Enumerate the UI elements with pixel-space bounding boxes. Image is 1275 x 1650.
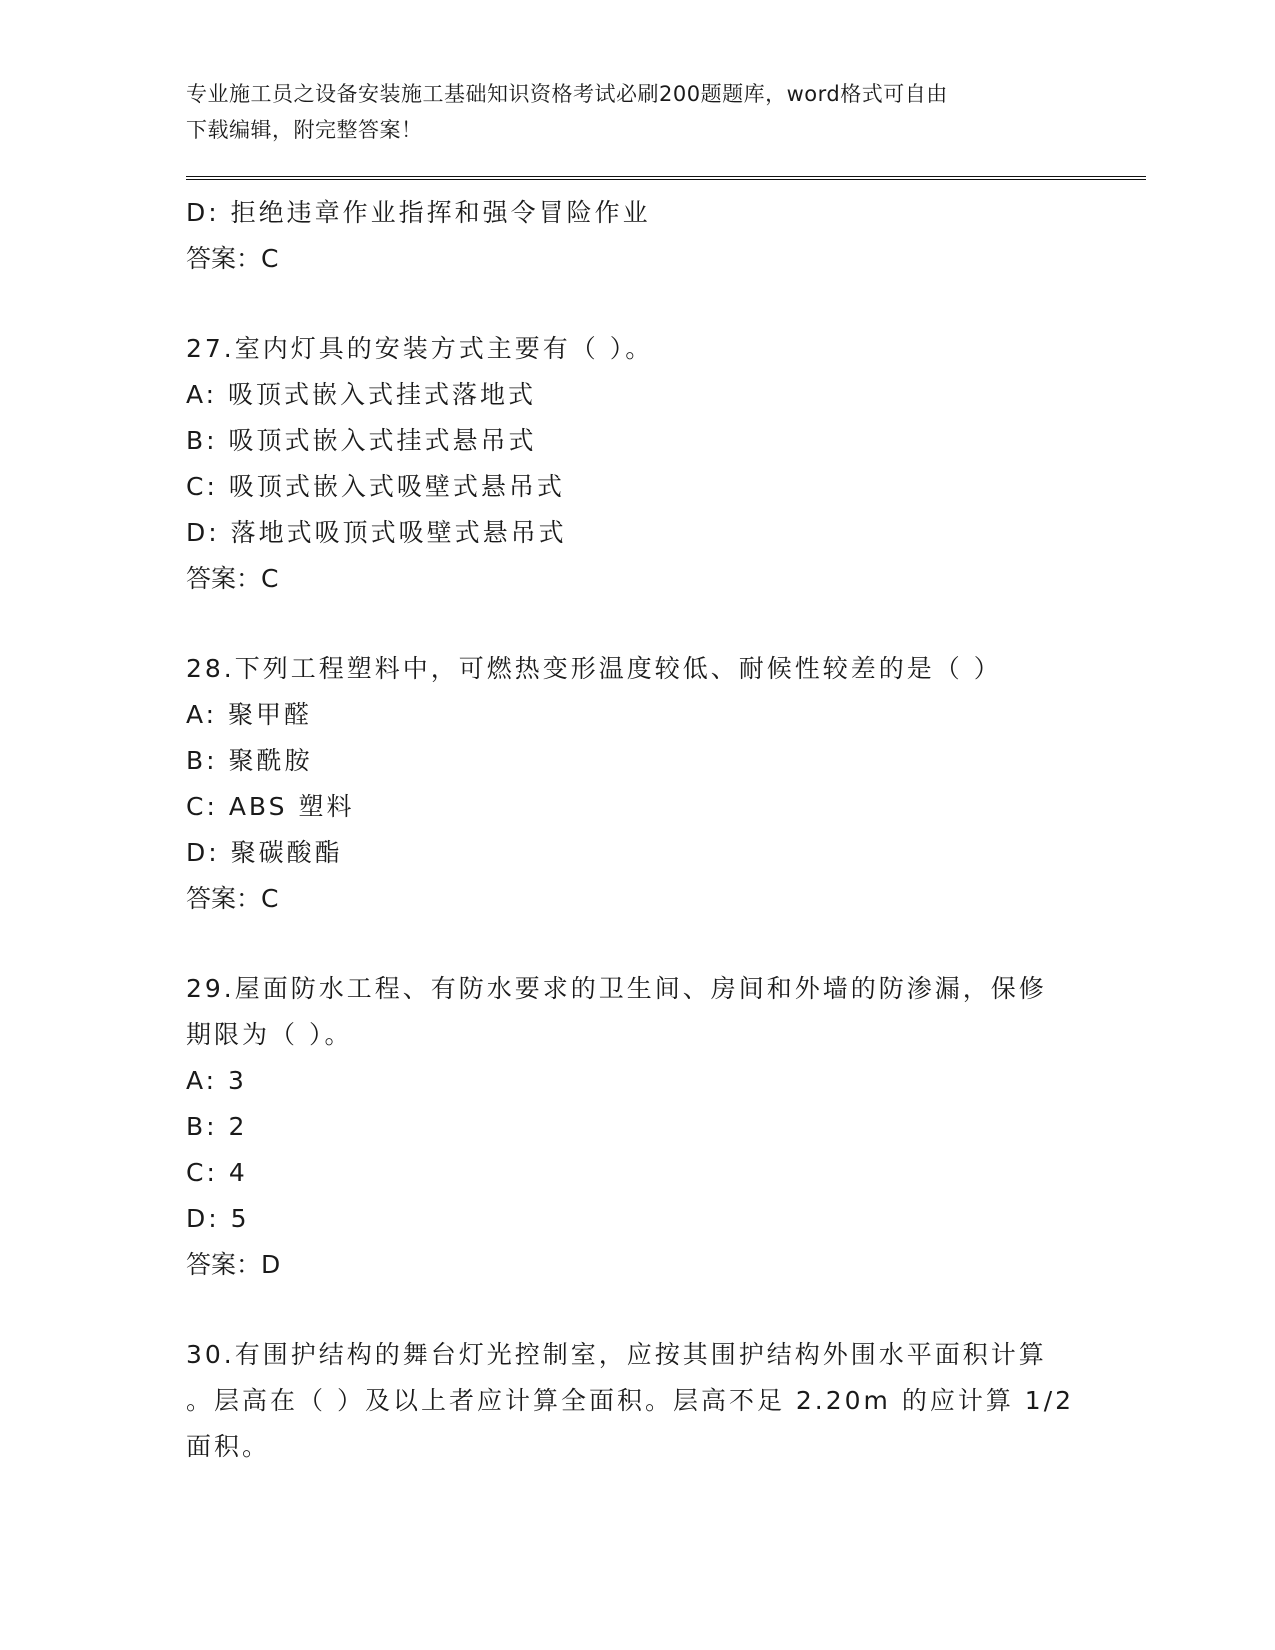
question-stem-line1: 30.有围护结构的舞台灯光控制室，应按其围护结构外围水平面积计算: [186, 1340, 1047, 1369]
header-title-line1: 专业施工员之设备安装施工基础知识资格考试必刷200题题库，word格式可自由: [186, 82, 948, 106]
document-header: [186, 76, 1086, 148]
option-b: B: 吸顶式嵌入式挂式悬吊式: [186, 426, 537, 455]
question-stem: 27.室内灯具的安装方式主要有（ ）。: [186, 334, 654, 363]
answer-line: 答案：C: [186, 564, 279, 593]
question-stem-line1: 29.屋面防水工程、有防水要求的卫生间、房间和外墙的防渗漏，保修: [186, 974, 1047, 1003]
header-divider: [186, 176, 1146, 180]
option-b: B: 聚酰胺: [186, 746, 313, 775]
option-c: C: ABS 塑料: [186, 792, 355, 821]
question-stem-line2: 。层高在（ ）及以上者应计算全面积。层高不足 2.20m 的应计算 1/2: [186, 1386, 1075, 1415]
question-stem: 28.下列工程塑料中，可燃热变形温度较低、耐候性较差的是（ ）: [186, 654, 1002, 683]
option-d: D: 聚碳酸酯: [186, 838, 343, 867]
option-c: C: 4: [186, 1158, 248, 1187]
spacer: [186, 922, 1086, 966]
option-d: D: 落地式吸顶式吸壁式悬吊式: [186, 518, 567, 547]
answer-line: 答案：D: [186, 1250, 281, 1279]
option-c: C: 吸顶式嵌入式吸壁式悬吊式: [186, 472, 565, 501]
option-a: A: 聚甲醛: [186, 700, 313, 729]
option-d: D: 5: [186, 1204, 250, 1233]
header-title-line2: 下载编辑，附完整答案！: [186, 118, 423, 142]
option-d: D: 拒绝违章作业指挥和强令冒险作业: [186, 198, 651, 227]
answer-line: 答案：C: [186, 244, 279, 273]
question-stem-line3: 面积。: [186, 1432, 271, 1461]
spacer: [186, 282, 1086, 326]
option-a: A: 3: [186, 1066, 247, 1095]
option-b: B: 2: [186, 1112, 248, 1141]
answer-line: 答案：C: [186, 884, 279, 913]
option-a: A: 吸顶式嵌入式挂式落地式: [186, 380, 537, 409]
question-stem-line2: 期限为（ ）。: [186, 1020, 353, 1049]
spacer: [186, 1288, 1086, 1332]
spacer: [186, 602, 1086, 646]
question-list: [186, 190, 1086, 1470]
